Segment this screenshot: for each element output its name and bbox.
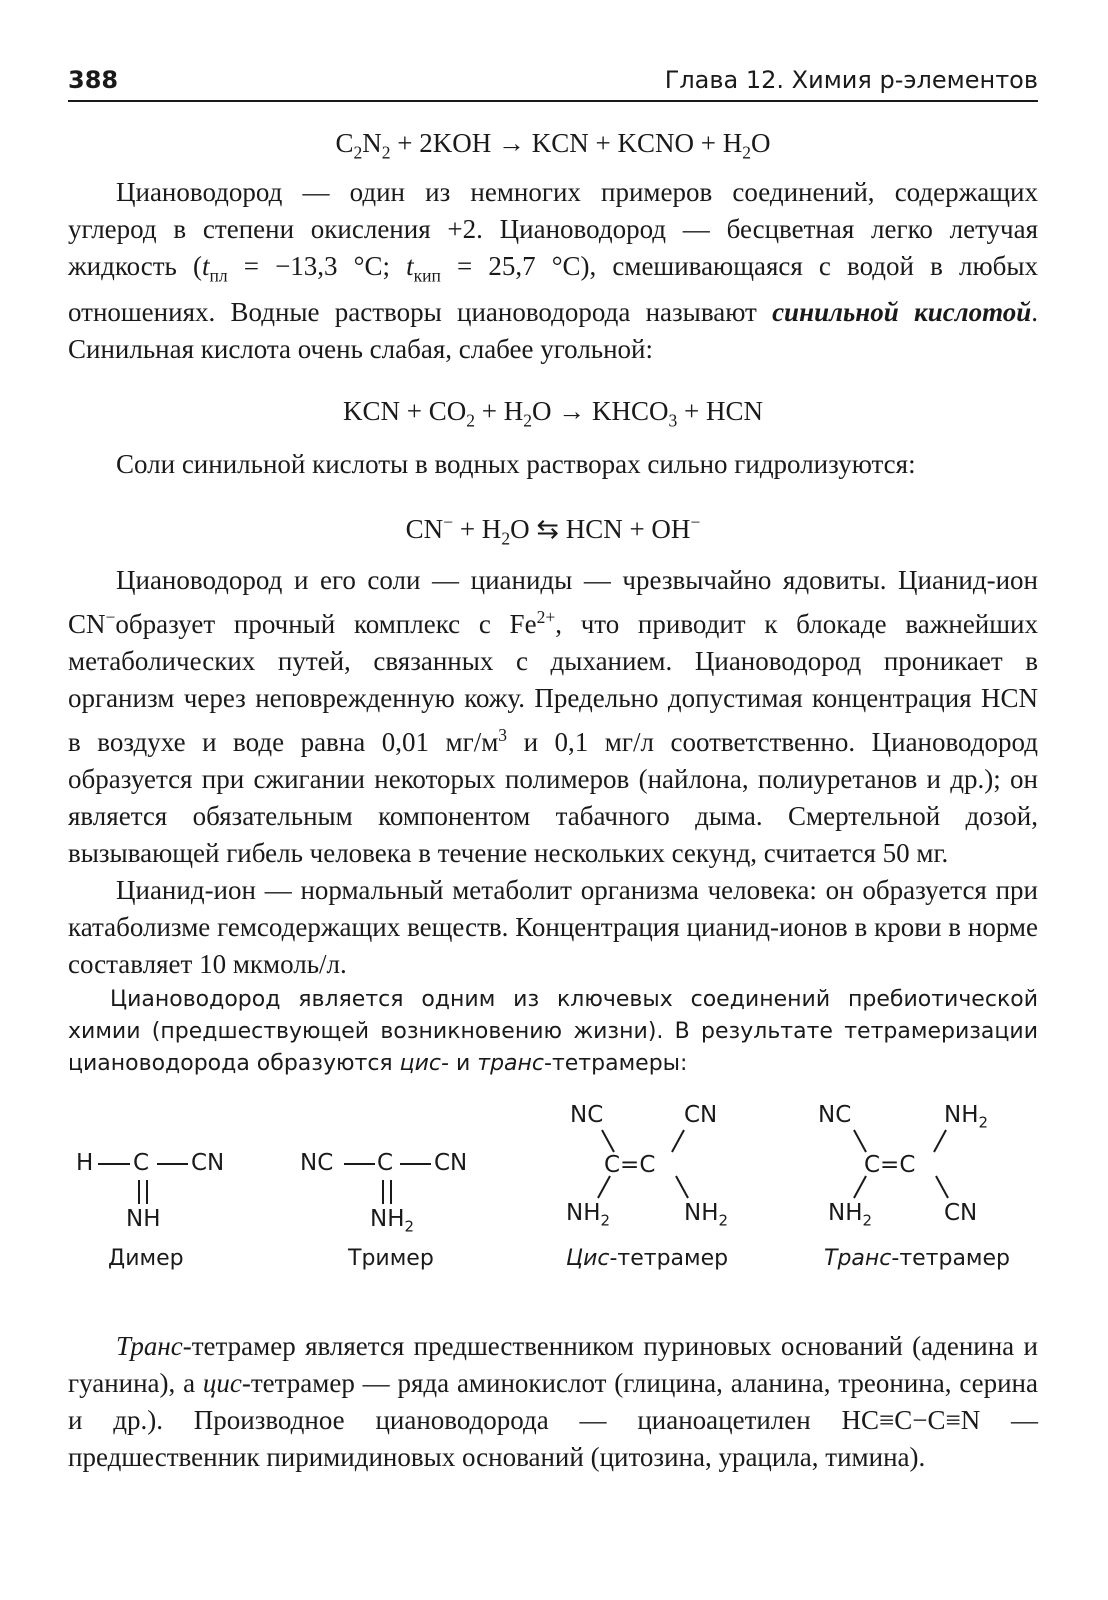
eq1-part: O (751, 128, 771, 158)
trimer-caption: Тример (348, 1246, 434, 1271)
paragraph-6 (68, 1328, 1038, 1476)
italic-term: Транс (116, 1331, 183, 1361)
superscript: − (105, 607, 116, 627)
eq1-part: + 2KOH → KCN + KCNO + H (390, 128, 743, 158)
cis-caption (566, 1246, 728, 1271)
trimer-c-atom: C (377, 1150, 394, 1176)
eq1-sub: 2 (381, 142, 391, 163)
dimer-h-atom: H (76, 1150, 94, 1176)
eq2-sub: 2 (466, 410, 475, 431)
caption-rest: -тетрамер (891, 1246, 1011, 1271)
dimer-caption: Димер (108, 1246, 184, 1271)
t-symbol: t (201, 251, 210, 281)
superscript: 3 (498, 725, 508, 745)
text-run: = 25,7 °C), смешивающаяся с водой в любых отношениях. Водные растворы циановодорода называют (68, 251, 1038, 328)
eq1-part: N (362, 128, 382, 158)
bond-line (854, 1176, 866, 1198)
cis-nh2-right (684, 1200, 728, 1230)
eq1-sub: 2 (353, 142, 363, 163)
eq1-part: C (335, 128, 354, 158)
superscript: 2+ (536, 607, 556, 627)
subscript: 2 (404, 1217, 415, 1236)
text-run: и 0,1 мг/л соответственно. Циановодород образуется при сжигании некоторых полимеров (найлона, полиуретанов и др.); он является обязательным компонентом табачного дыма. Смертельной дозой, вызывающей гибель человека в течение нескольких секунд, считается 50 мг. (68, 727, 1038, 868)
eq2-part: KCN + CO (342, 396, 467, 426)
bond-line (602, 1130, 614, 1152)
subscript: 2 (600, 1211, 611, 1230)
trimer-nc-group: NC (300, 1150, 334, 1176)
subscript: 2 (718, 1211, 729, 1230)
text-run: -тетрамеры: (544, 1051, 688, 1076)
eq2-sub: 3 (668, 410, 678, 431)
trimer-nh2-group (370, 1206, 414, 1236)
subscript: кип (413, 265, 441, 286)
subscript: 2 (862, 1211, 873, 1230)
eq3-part: O ⇆ HCN + OH (510, 514, 691, 544)
eq2-part: O → KHCO (532, 396, 669, 426)
eq2-part: + HCN (677, 396, 764, 426)
text-run: , что приводит к блокаде важнейших метаболических путей, связанных с дыханием. Циановодород проникает в организм через неповрежденную кожу. Предельно допустимая концентрация HCN в воздухе и воде равна 0,01 мг/м (68, 609, 1038, 757)
italic-term: цис (202, 1368, 242, 1398)
cis-cn-group: CN (684, 1102, 718, 1128)
bond-line (854, 1130, 866, 1152)
bond-line (936, 1176, 948, 1198)
nh-text: NH (828, 1200, 863, 1226)
term-highlight: синильной кислотой (772, 297, 1032, 328)
caption-italic: Транс (824, 1246, 892, 1271)
text-run: . Синильная кислота очень слабая, слабее угольной: (68, 297, 1038, 365)
italic-term: цис- (399, 1051, 449, 1076)
eq2-sub: 2 (523, 410, 532, 431)
cis-cc-bond: C=C (604, 1152, 656, 1178)
dimer-cn-group: CN (191, 1150, 225, 1176)
running-title: Глава 12. Химия p-элементов (664, 66, 1038, 94)
nh-text: NH (566, 1200, 601, 1226)
text-run: Циановодород является одним из ключевых соединений пребиотической химии (предшествующей возникновению жизни). В результате тетрамеризации циановодорода образуются (68, 987, 1038, 1076)
subscript: пл (209, 265, 228, 286)
text-run: -тетрамер является предшественником пуриновых оснований (аденина и гуанина), а (68, 1331, 1038, 1398)
dimer-nh-group: NH (126, 1206, 161, 1232)
text-run: образует прочный комплекс с Fe (115, 609, 537, 639)
text-run: Циановодород — один из немногих примеров соединений, содержащих углерод в степени окисления +2. Циановодород — бесцветная легко летучая жидкость ( (68, 177, 1038, 281)
trans-nh2-bottom (828, 1200, 872, 1230)
caption-italic: Цис (566, 1246, 610, 1271)
eq3-sub: 2 (501, 528, 511, 549)
caption-rest: -тетрамер (609, 1246, 729, 1271)
eq1-sub: 2 (742, 142, 751, 163)
trans-caption (824, 1246, 1010, 1271)
eq3-part: + H (453, 514, 502, 544)
nh-text: NH (370, 1206, 405, 1232)
bond-line (598, 1176, 610, 1198)
eq2-part: + H (475, 396, 524, 426)
cis-nc-group: NC (570, 1102, 604, 1128)
bond-line (676, 1176, 688, 1198)
t-symbol: t (406, 251, 414, 281)
paragraph-6-text (68, 1328, 1038, 1476)
bond-line (934, 1130, 946, 1152)
eq3-part: CN (405, 514, 444, 544)
trans-cc-bond: C=C (864, 1152, 916, 1178)
trimer-cn-group: CN (434, 1150, 468, 1176)
dimer-c-atom: C (133, 1150, 150, 1176)
nh-text: NH (944, 1102, 979, 1128)
nh-text: NH (684, 1200, 719, 1226)
cis-nh2-left (566, 1200, 610, 1230)
subscript: 2 (978, 1113, 989, 1132)
paragraph-4-text: Цианид-ион — нормальный метаболит организма человека: он образуется при катаболизме гемсодержащих веществ. Концентрация цианид-ионов в крови в норме составляет 10 мкмоль/л. (68, 875, 1038, 979)
bond-line (672, 1130, 684, 1152)
text-run: и (448, 1051, 478, 1076)
trans-nh2-top (944, 1102, 988, 1132)
trans-cn-group: CN (944, 1200, 978, 1226)
text-run: = −13,3 °C; (227, 251, 407, 281)
trans-nc-group: NC (818, 1102, 852, 1128)
page-number: 388 (68, 66, 119, 94)
text-run: -тетрамер — ряда аминокислот (глицина, аланина, треонина, серина и др.). Производное циановодорода — цианоацетилен HC≡C−C≡N — предшественник пиримидиновых оснований (цитозина, урацила, тимина). (68, 1368, 1038, 1472)
italic-term: транс (477, 1051, 545, 1076)
paragraph-2-text: Соли синильной кислоты в водных растворах сильно гидролизуются: (116, 449, 916, 479)
text-run: Циановодород и его соли — цианиды — чрезвычайно ядовиты. Цианид-ион CN (68, 565, 1038, 639)
eq3-sup: − (443, 512, 454, 532)
eq3-sup: − (690, 512, 701, 532)
